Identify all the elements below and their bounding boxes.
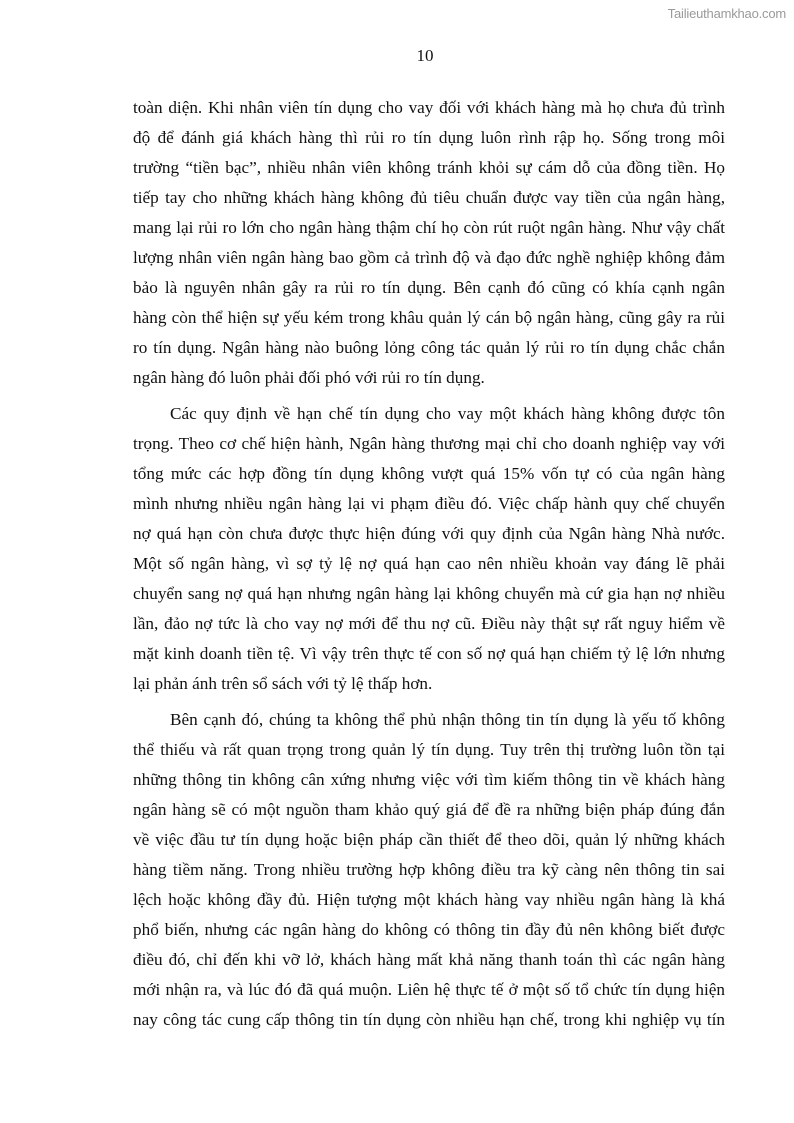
text-line: Một số ngân hàng, vì sợ tỷ lệ nợ quá hạn cao nên nhiều khoản vay đáng lẽ phải — [133, 554, 725, 573]
text-line: tiếp tay cho những khách hàng không đủ tiêu chuẩn được vay tiền của ngân hàng, — [133, 188, 725, 207]
text-line: ngân hàng sẽ có một nguồn tham khảo quý giá để đề ra những biện pháp đúng đắn — [133, 800, 725, 819]
page-number: 10 — [416, 46, 434, 65]
text-line: toàn diện. Khi nhân viên tín dụng cho vay đối với khách hàng mà họ chưa đủ trình — [133, 98, 725, 117]
text-line: mới nhận ra, và lúc đó đã quá muộn. Liên hệ thực tế ở một số tổ chức tín dụng hiện — [133, 980, 725, 999]
text-line: lệch hoặc không đầy đủ. Hiện tượng một khách hàng vay nhiều ngân hàng là khá — [133, 890, 725, 909]
text-line: lại phản ánh trên sổ sách với tỷ lệ thấp hơn. — [133, 674, 433, 693]
text-line: mặt kinh doanh tiền tệ. Vì vậy trên thực tế con số nợ quá hạn chiếm tỷ lệ lớn nhưng — [133, 644, 725, 663]
text-line: lần, đảo nợ tức là cho vay nợ mới để thu nợ cũ. Điều này thật sự rất nguy hiểm về — [133, 614, 725, 633]
text-line: nay công tác cung cấp thông tin tín dụng còn nhiều hạn chế, trong khi nghiệp vụ tín — [133, 1010, 725, 1029]
text-line: chuyển sang nợ quá hạn nhưng ngân hàng lại không chuyển mà cứ gia hạn nợ nhiều — [133, 584, 725, 603]
text-line: ngân hàng đó luôn phải đối phó với rủi ro tín dụng. — [133, 368, 485, 387]
text-line: trọng. Theo cơ chế hiện hành, Ngân hàng thương mại chỉ cho doanh nghiệp vay với — [133, 434, 725, 453]
text-line: mang lại rủi ro lớn cho ngân hàng thậm chí họ còn rút ruột ngân hàng. Như vậy chất — [133, 218, 725, 237]
paragraph — [133, 401, 725, 701]
text-line: nợ quá hạn còn chưa được thực hiện đúng với quy định của Ngân hàng Nhà nước. — [133, 524, 725, 543]
paragraph — [133, 95, 725, 395]
text-line: mình nhưng nhiều ngân hàng lại vi phạm điều đó. Việc chấp hành quy chế chuyển — [133, 494, 725, 513]
document-body — [133, 95, 725, 1043]
text-line: điều đó, chỉ đến khi vỡ lở, khách hàng mất khả năng thanh toán thì các ngân hàng — [133, 950, 725, 969]
text-line: về việc đầu tư tín dụng hoặc biện pháp cần thiết để theo dõi, quản lý những khách — [133, 830, 725, 849]
watermark: Tailieuthamkhao.com — [667, 6, 786, 21]
text-line: ro tín dụng. Ngân hàng nào buông lỏng công tác quản lý rủi ro tín dụng chắc chắn — [133, 338, 725, 357]
text-line: những thông tin không cân xứng nhưng việc với tìm kiếm thông tin về khách hàng — [133, 770, 725, 789]
text-line: trường “tiền bạc”, nhiều nhân viên không tránh khỏi sự cám dỗ của đồng tiền. Họ — [133, 158, 725, 177]
text-line: Bên cạnh đó, chúng ta không thể phủ nhận thông tin tín dụng là yếu tố không — [170, 710, 725, 729]
text-line: lượng nhân viên ngân hàng bao gồm cả trình độ và đạo đức nghề nghiệp không đảm — [133, 248, 725, 267]
text-line: tổng mức các hợp đồng tín dụng không vượt quá 15% vốn tự có của ngân hàng — [133, 464, 725, 483]
paragraph — [133, 707, 725, 1037]
text-line: phổ biến, nhưng các ngân hàng do không có thông tin đầy đủ nên không biết được — [133, 920, 725, 939]
text-line: hàng tiềm năng. Trong nhiều trường hợp không điều tra kỹ càng nên thông tin sai — [133, 860, 725, 879]
text-line: hàng còn thể hiện sự yếu kém trong khâu quản lý cán bộ ngân hàng, cũng gây ra rủi — [133, 308, 725, 327]
text-line: thể thiếu và rất quan trọng trong quản lý tín dụng. Tuy trên thị trường luôn tồn tại — [133, 740, 725, 759]
text-line: bảo là nguyên nhân gây ra rủi ro tín dụng. Bên cạnh đó cũng có khía cạnh ngân — [133, 278, 725, 297]
text-line: độ để đánh giá khách hàng thì rủi ro tín dụng luôn rình rập họ. Sống trong môi — [133, 128, 725, 147]
text-line: Các quy định về hạn chế tín dụng cho vay một khách hàng không được tôn — [170, 404, 725, 423]
